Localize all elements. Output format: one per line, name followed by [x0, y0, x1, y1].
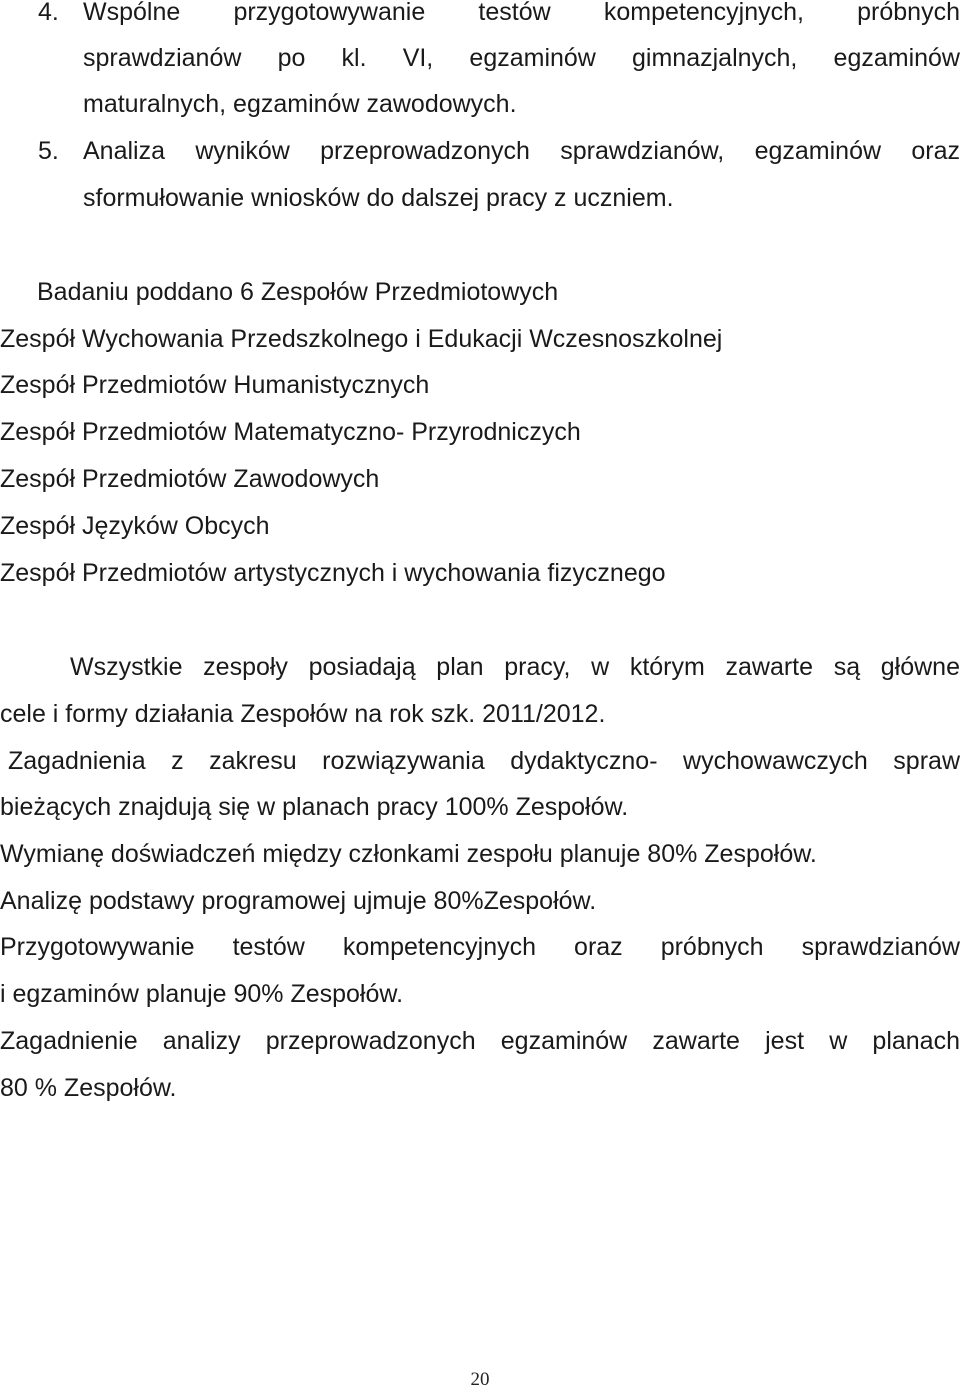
teams-intro: Badaniu poddano 6 Zespołów Przedmiotowych	[37, 278, 559, 306]
list-number-5: 5.	[38, 137, 59, 165]
team-item: Zespół Wychowania Przedszkolnego i Edukacji Wczesnoszkolnej	[0, 325, 723, 353]
finding-line: cele i formy działania Zespołów na rok szk. 2011/2012.	[0, 700, 606, 728]
finding-line: Analizę podstawy programowej ujmuje 80%Zespołów.	[0, 887, 597, 915]
list-item-4-line-3: maturalnych, egzaminów zawodowych.	[83, 90, 517, 118]
finding-line: i egzaminów planuje 90% Zespołów.	[0, 980, 404, 1008]
team-item: Zespół Przedmiotów artystycznych i wychowania fizycznego	[0, 559, 666, 587]
list-number-4: 4.	[38, 0, 59, 26]
finding-line: 80 % Zespołów.	[0, 1074, 177, 1102]
list-item-5-line-2: sformułowanie wniosków do dalszej pracy z uczniem.	[83, 184, 674, 212]
team-item: Zespół Przedmiotów Matematyczno- Przyrodniczych	[0, 418, 581, 446]
team-item: Zespół Przedmiotów Zawodowych	[0, 465, 380, 493]
team-item: Zespół Języków Obcych	[0, 512, 270, 540]
finding-line: Zagadnienie analizy przeprowadzonych egzaminów zawarte jest w planach	[0, 1027, 960, 1055]
finding-line: bieżących znajdują się w planach pracy 100% Zespołów.	[0, 793, 629, 821]
list-item-5-line-1: Analiza wyników przeprowadzonych sprawdzianów, egzaminów oraz	[83, 137, 960, 165]
finding-line: Przygotowywanie testów kompetencyjnych oraz próbnych sprawdzianów	[0, 933, 960, 961]
list-item-4-line-2: sprawdzianów po kl. VI, egzaminów gimnazjalnych, egzaminów	[83, 44, 960, 72]
team-item: Zespół Przedmiotów Humanistycznych	[0, 371, 430, 399]
list-item-4-line-1: Wspólne przygotowywanie testów kompetencyjnych, próbnych	[83, 0, 960, 26]
finding-line: Zagadnienia z zakresu rozwiązywania dydaktyczno- wychowawczych spraw	[8, 747, 960, 775]
page-number: 20	[470, 1369, 490, 1390]
finding-line: Wymianę doświadczeń między członkami zespołu planuje 80% Zespołów.	[0, 840, 817, 868]
finding-line: Wszystkie zespoły posiadają plan pracy, w którym zawarte są główne	[70, 653, 960, 681]
